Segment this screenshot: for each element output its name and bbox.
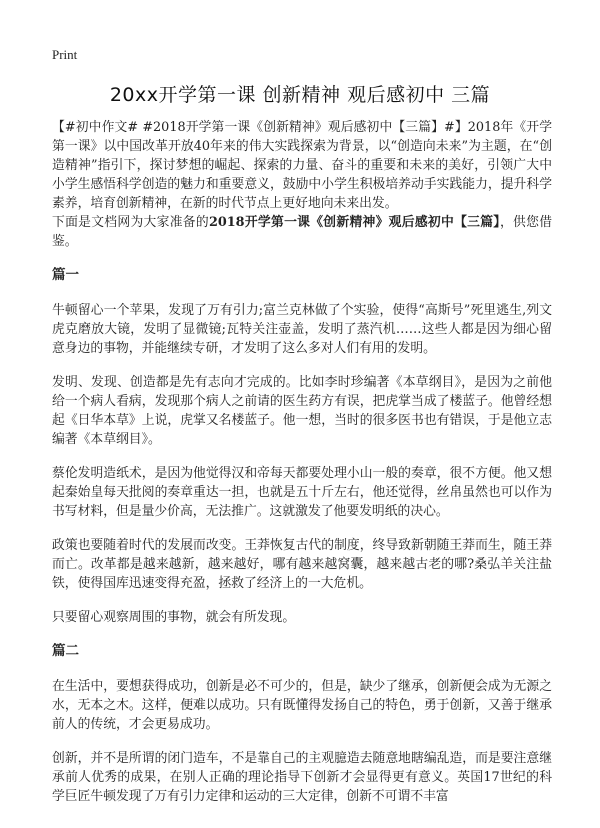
- section-paragraph: 发明、发现、创造都是先有志向才完成的。比如李时珍编著《本草纲目》，是因为之前他给一个病人看病，发现那个病人之前请的医生药方有误，把虎掌当成了楼蓝子。他曾经想起《日华本草》上说，虎掌又名楼蓝子。他一想，当时的很多医书也有错误，于是他立志编著《本草纲目》。: [52, 375, 552, 447]
- section-1: [52, 266, 552, 627]
- section-heading: 篇一: [52, 267, 79, 283]
- section-paragraph: 牛顿留心一个苹果，发现了万有引力;富兰克林做了个实验，使得“高斯号”死里逃生,列文虎克磨放大镜，发明了显微镜;瓦特关注壶盖，发明了蒸汽机……这些人都是因为细心留意身边的事物，并能继续专研，才发明了这么多对人们有用的发明。: [52, 303, 552, 356]
- section-paragraph: 政策也要随着时代的发展而改变。王莽恢复古代的制度，终导致新朝随王莽而生，随王莽而亡。改革都是越来越新，越来越好，哪有越来越窝囊，越来越古老的哪?桑弘羊关注盐铁，使得国库迅速变得充盈，拯救了经济上的一大危机。: [52, 538, 552, 591]
- document-title: 20xx开学第一课 创新精神 观后感初中 三篇: [109, 84, 491, 106]
- section-paragraph: 在生活中，要想获得成功，创新是必不可少的，但是，缺少了继承，创新便会成为无源之水，无本之木。这样，便难以成功。只有既懂得发扬自己的特色，勇于创新，又善于继承前人的传统，才会更易成功。: [52, 679, 552, 732]
- intro-paragraph: 【#初中作文# #2018开学第一课《创新精神》观后感初中【三篇】#】2018年《开学第一课》以中国改革开放40年来的伟大实践探索为背景，以“创造向未来”为主题，在“创造精神”指引下，探讨梦想的崛起、探索的力量、奋斗的重要和未来的美好，引领广大中小学生感悟科学创造的魅力和重要意义，鼓励中小学生积极培养动手实践能力，提升科学素养，培育创新精神，在新的时代节点上更好地向未来出发。: [52, 120, 552, 211]
- section-paragraph: 只要留心观察周围的事物，就会有所发现。: [52, 610, 296, 625]
- section-paragraph: 创新，并不是所谓的闭门造车，不是靠自己的主观臆造去随意地瞎编乱造，而是要注意继承前人优秀的成果，在别人正确的理论指导下创新才会显得更有意义。英国17世纪的科学巨匠牛顿发现了万有引力定律和运动的三大定律，创新不可谓不丰富: [52, 751, 552, 804]
- intro-lead-suffix: ，供您借鉴。: [52, 215, 553, 249]
- section-heading: 篇二: [52, 643, 79, 659]
- intro-block: [52, 118, 552, 251]
- intro-lead: [52, 213, 552, 251]
- intro-lead-bold: 2018开学第一课《创新精神》观后感初中【三篇】: [208, 215, 500, 230]
- document-body: [52, 118, 552, 821]
- intro-lead-prefix: 下面是文档网为大家准备的: [52, 215, 209, 230]
- section-paragraph: 蔡伦发明造纸术，是因为他觉得汉和帝每天都要处理小山一般的奏章，很不方便。他又想起秦始皇每天批阅的奏章重达一担，也就是五十斤左右，他还觉得，丝帛虽然也可以作为书写材料，但是量少价高，无法推广。这就激发了他要发明纸的决心。: [52, 466, 552, 519]
- print-label: Print: [52, 47, 78, 62]
- section-2: [52, 642, 552, 806]
